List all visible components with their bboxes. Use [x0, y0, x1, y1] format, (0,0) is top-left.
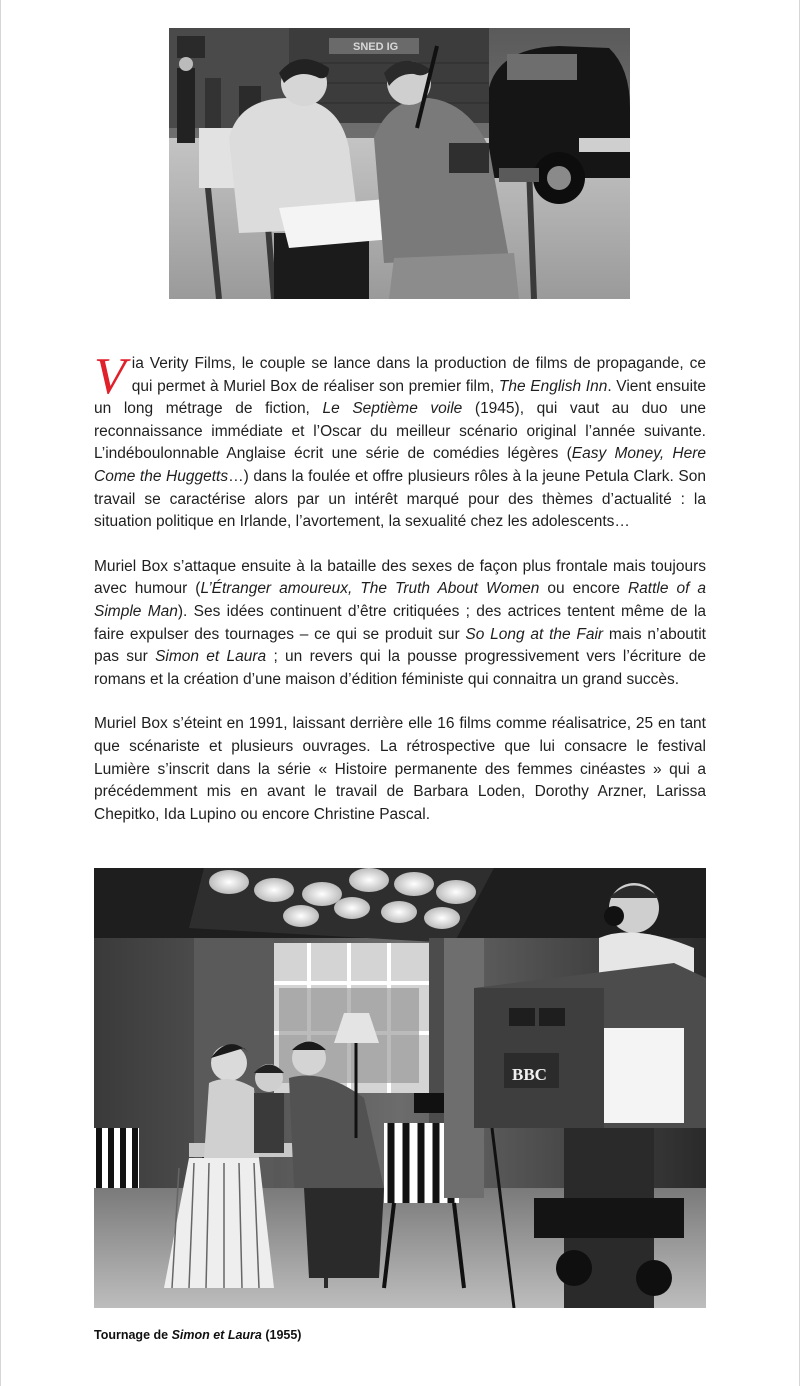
paragraph-2	[94, 556, 706, 692]
p2-text-5: ; un revers qui la pousse progressivement vers l’écriture de romans et la création d’une maison d’édition féministe qui connaitra un grand succès.	[94, 648, 707, 688]
p1-text-3: (1945), qui vaut au duo une reconnaissance immédiate et l’Oscar du meilleur scénario original l’année suivante. L’indéboulonnable Anglaise écrit une série de comédies légères (	[94, 400, 706, 463]
camera-bbc-label: BBC	[512, 1065, 547, 1084]
caption-prefix: Tournage de	[94, 1328, 172, 1342]
article-body	[94, 348, 707, 848]
photo-tv-studio-set	[94, 868, 706, 1308]
photo-bottom-drawing	[94, 868, 706, 1308]
p1-title-easy-money: Easy Money, Here Come the Huggetts	[94, 445, 706, 485]
p2-text-2: ou encore	[539, 580, 628, 598]
p1-text-2: . Vient ensuite un long métrage de fiction,	[94, 377, 706, 418]
p1-text-4: …) dans la foulée et offre plusieurs rôles à la jeune Petula Clark. Son travail se caractérise alors par un intérêt marqué pour des thèmes d’actualité : la situation politique en Irlande, l’avortement, la sexualité chez les adolescents…	[94, 467, 706, 531]
p2-title-so-long: So Long at the Fair	[465, 625, 604, 643]
photo-caption	[94, 1328, 706, 1342]
photo-top-drawing	[169, 28, 630, 299]
caption-film-title: Simon et Laura	[171, 1328, 262, 1342]
p2-title-simon-laura: Simon et Laura	[155, 648, 267, 666]
p1-title-english-inn: The English Inn	[498, 377, 608, 395]
page-edge-left	[0, 0, 1, 1386]
p2-text-4: mais n’aboutit pas sur	[94, 625, 706, 666]
drop-cap: V	[94, 348, 126, 405]
p2-text-3: ). Ses idées continuent d’être critiquées ; des actrices tentent même de la faire expulser des tournages – ce qui se produit sur	[94, 602, 707, 643]
p1-text-1: ia Verity Films, le couple se lance dans la production de films de propagande, ce qui permet à Muriel Box de réaliser son premier film,	[131, 355, 706, 395]
p2-title-rattle: Rattle of a Simple Man	[94, 580, 706, 620]
p2-text-1: Muriel Box s’attaque ensuite à la bataille des sexes de façon plus frontale mais toujours avec humour (	[94, 557, 706, 598]
caption-suffix: (1955)	[261, 1328, 302, 1342]
p3-text-1: Muriel Box s’éteint en 1991, laissant derrière elle 16 films comme réalisatrice, 25 en tant que scénariste et plusieurs ouvrages. La rétrospective que lui consacre le festival Lumière s’inscrit dans la série « Histoire permanente des femmes cinéastes » qui a précédemment mis en avant le travail de Barbara Loden, Dorothy Arzner, Larissa Chepitko, Ida Lupino ou encore Christine Pascal.	[94, 715, 706, 823]
photo-directors-on-set	[169, 28, 630, 299]
paragraph-1	[94, 348, 706, 534]
photo-top-sign: SNED IG	[353, 41, 399, 53]
paragraph-3	[94, 713, 706, 826]
p2-title-etranger: L’Étranger amoureux, The Truth About Women	[200, 580, 540, 598]
p1-title-septieme-voile: Le Septième voile	[322, 400, 463, 418]
